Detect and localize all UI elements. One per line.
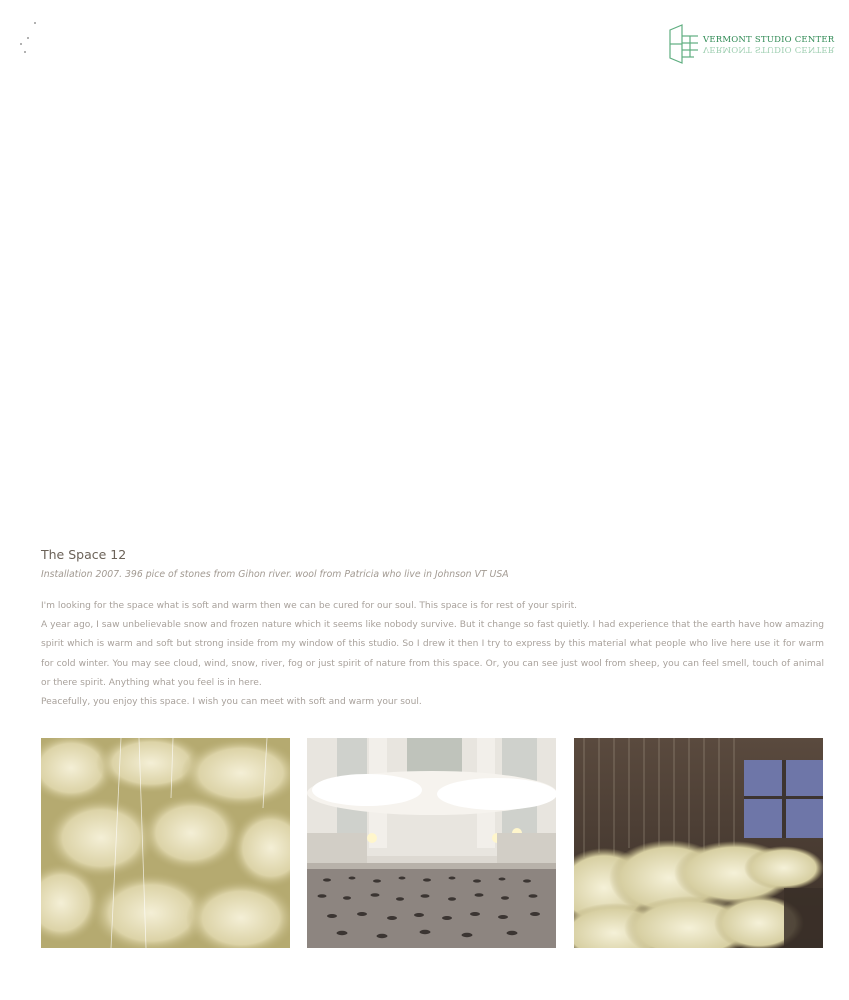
article-title: The Space 12 bbox=[41, 547, 127, 562]
logo-name-reflection: VERMONT STUDIO CENTER bbox=[703, 44, 835, 54]
scan-speck bbox=[27, 37, 29, 39]
building-logo-icon bbox=[668, 24, 700, 64]
article-subtitle: Installation 2007. 396 pice of stones from Gihon river. wool from Patricia who live in Johnson VT USA bbox=[41, 569, 509, 580]
body-paragraph: I'm looking for the space what is soft and warm then we can be cured for our soul. This space is for rest of your spirit. bbox=[41, 601, 578, 611]
logo-name: VERMONT STUDIO CENTER bbox=[703, 35, 835, 45]
body-paragraph: Peacefully, you enjoy this space. I wish you can meet with soft and warm your soul. bbox=[41, 697, 422, 708]
scan-speck bbox=[24, 51, 26, 53]
body-paragraph: A year ago, I saw unbelievable snow and frozen nature which it seems like nobody survive. But it change so fast quietly. I had experience that the earth have how amazing spirit which is warm and soft but strong inside from my window of this studio. So I drew it then I try to express by this material what people who live here use it for warm for cold winter. You may see cloud, wind, snow, river, fog or just spirit of nature from this space. Or, you can see just wool from sheep, you can feel smell, touch of animal or there spirit. Anything what you feel is in here. bbox=[41, 620, 824, 688]
scan-speck bbox=[20, 43, 22, 45]
photo-wool-clouds-closeup bbox=[41, 738, 290, 948]
vermont-studio-center-logo bbox=[668, 24, 835, 66]
photo-wool-clouds-window bbox=[574, 738, 823, 948]
article-body bbox=[41, 597, 824, 712]
scan-speck bbox=[34, 22, 36, 24]
photo-gallery-installation bbox=[307, 738, 556, 948]
